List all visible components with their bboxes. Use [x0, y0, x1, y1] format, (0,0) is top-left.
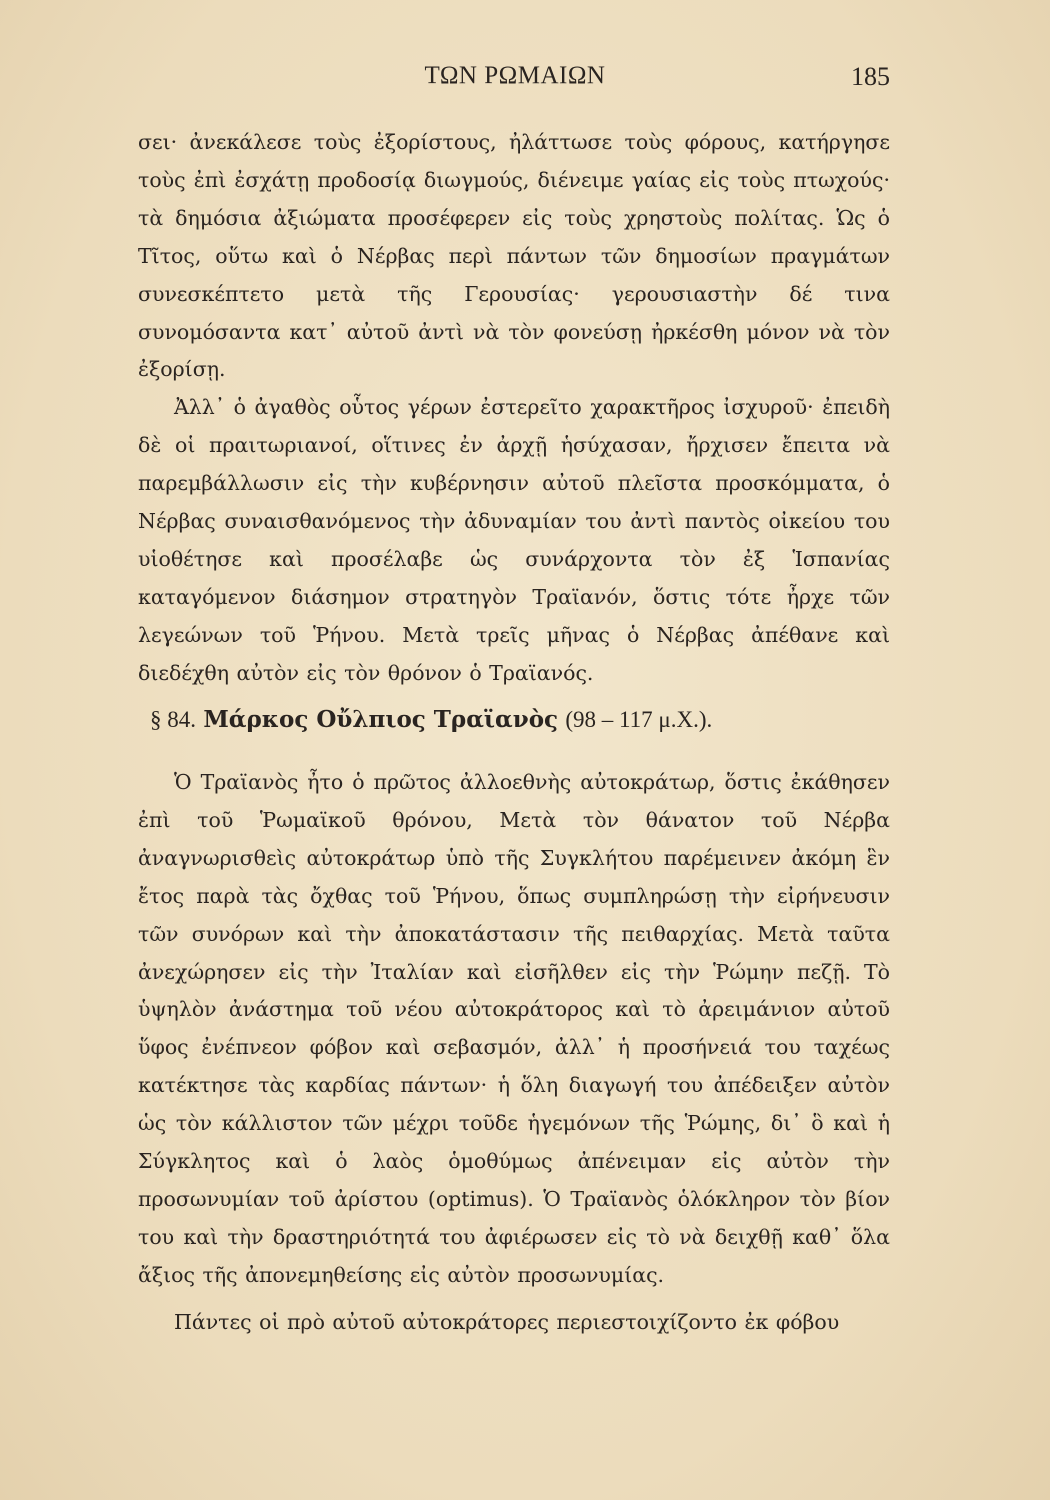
paragraph-trajan: Ὁ Τραϊανὸς ἦτο ὁ πρῶτος ἀλλοεθνὴς αὐτοκράτωρ, ὅστις ἐκάθησεν ἐπὶ τοῦ Ῥωμαϊκοῦ θρόνου, Μετὰ τὸν θάνατον τοῦ Νέρβα ἀναγνωρισθεὶς αὐτοκράτωρ ὑπὸ τῆς Συγκλήτου παρέμεινεν ἀκόμη ἓν ἔτος παρὰ τὰς ὄχθας τοῦ Ῥήνου, ὅπως συμπληρώσῃ τὴν εἰρήνευσιν τῶν συνόρων καὶ τὴν ἀποκατάστασιν τῆς πειθαρχίας. Μετὰ ταῦτα ἀνεχώρησεν εἰς τὴν Ἰταλίαν καὶ εἰσῆλθεν εἰς τὴν Ῥώμην πεζῇ. Τὸ ὑψηλὸν ἀνάστημα τοῦ νέου αὐτοκράτορος καὶ τὸ ἀρειμάνιον αὐτοῦ ὕφος ἐνέπνεον φόβον καὶ σεβασμόν, ἀλλ᾽ ἡ προσήνειά του ταχέως κατέκτησε τὰς καρδίας πάντων· ἡ ὅλη διαγωγή του ἀπέδειξεν αὐτὸν ὡς τὸν κάλλιστον τῶν μέχρι τοῦδε ἡγεμόνων τῆς Ῥώμης, δι᾽ ὃ καὶ ἡ Σύγκλητος καὶ ὁ λαὸς ὁμοθύμως ἀπένειμαν εἰς αὐτὸν τὴν προσωνυμίαν τοῦ ἀρίστου (optimus). Ὁ Τραϊανὸς ὁλόκληρον τὸν βίον του καὶ τὴν δραστηριότητά του ἀφιέρωσεν εἰς τὸ νὰ δειχθῇ καθ᾽ ὅλα ἄξιος τῆς ἀπονεμηθείσης εἰς αὐτὸν προσωνυμίας.	[138, 770, 890, 1287]
paragraph-last-line: Πάντες οἱ πρὸ αὐτοῦ αὐτοκράτορες περιεστοιχίζοντο ἐκ φόβου	[174, 1310, 840, 1334]
section-title: Μάρκος Οὔλπιος Τραϊανὸς	[203, 706, 559, 733]
page-header	[140, 62, 890, 102]
text-block-trajan	[138, 764, 890, 1295]
paragraph-nerva: Ἀλλ᾽ ὁ ἀγαθὸς οὗτος γέρων ἐστερεῖτο χαρακτῆρος ἰσχυροῦ· ἐπειδὴ δὲ οἱ πραιτωριανοί, οἵτινες ἐν ἀρχῇ ἡσύχασαν, ἤρχισεν ἔπειτα νὰ παρεμβάλλωσιν εἰς τὴν κυβέρνησιν αὐτοῦ πλεῖστα προσκόμματα, ὁ Νέρβας συναισθανόμενος τὴν ἀδυναμίαν του ἀντὶ παντὸς οἰκείου του υἱοθέτησε καὶ προσέλαβε ὡς συνάρχοντα τὸν ἐξ Ἱσπανίας καταγόμενον διάσημον στρατηγὸν Τραϊανόν, ὅστις τότε ἦρχε τῶν λεγεώνων τοῦ Ῥήνου. Μετὰ τρεῖς μῆνας ὁ Νέρβας ἀπέθανε καὶ διεδέχθη αὐτὸν εἰς τὸν θρόνον ὁ Τραϊανός.	[138, 395, 890, 685]
text-block-last	[138, 1304, 890, 1342]
section-heading	[150, 700, 890, 740]
paragraph-continuation: σει· ἀνεκάλεσε τοὺς ἐξορίστους, ἠλάττωσε τοὺς φόρους, κατήργησε τοὺς ἐπὶ ἐσχάτῃ προδοσίᾳ διωγμούς, διένειμε γαίας εἰς τοὺς πτωχούς· τὰ δημόσια ἀξιώματα προσέφερεν εἰς τοὺς χρηστοὺς πολίτας. Ὡς ὁ Τῖτος, οὕτω καὶ ὁ Νέρβας περὶ πάντων τῶν δημοσίων πραγμάτων συνεσκέπτετο μετὰ τῆς Γερουσίας· γερουσιαστὴν δέ τινα συνομόσαντα κατ᾽ αὐτοῦ ἀντὶ νὰ τὸν φονεύσῃ ἠρκέσθη μόνον νὰ τὸν ἐξορίσῃ.	[138, 130, 890, 382]
running-title: ΤΩΝ ΡΩΜΑΙΩΝ	[424, 62, 606, 89]
page-number: 185	[851, 62, 890, 91]
text-block-top	[138, 124, 890, 693]
section-number: § 84.	[150, 707, 196, 732]
section-dates: (98 – 117 μ.Χ.).	[565, 707, 713, 732]
